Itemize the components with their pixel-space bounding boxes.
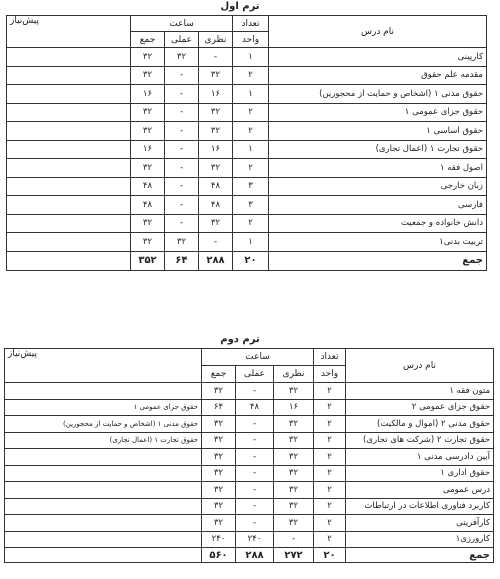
course-name-cell: حقوق مدنی ۱ (اشخاص و حمایت از محجورین) xyxy=(269,85,487,104)
practical-hours-cell: - xyxy=(165,85,199,104)
units-cell: ۲ xyxy=(314,465,346,482)
prereq-cell xyxy=(7,122,131,141)
theory-hours-cell: - xyxy=(199,48,233,67)
term2-table xyxy=(4,348,494,563)
practical-hours-cell: - xyxy=(236,515,274,532)
total-hours-cell: ۳۲ xyxy=(131,122,165,141)
theory-hours-cell: - xyxy=(274,531,314,548)
prereq-cell xyxy=(7,196,131,215)
total-hours-cell: ۳۲ xyxy=(202,515,236,532)
course-name-cell: زبان خارجی xyxy=(269,177,487,196)
total-hours-cell: ۳۲ xyxy=(202,498,236,515)
course-row xyxy=(5,515,494,532)
totals-prereq-empty xyxy=(5,548,202,563)
header-hours: ساعت xyxy=(202,349,314,366)
totals-theory: ۲۸۸ xyxy=(199,251,233,270)
theory-hours-cell: ۳۲ xyxy=(199,122,233,141)
practical-hours-cell: - xyxy=(165,122,199,141)
course-name-cell: آیین دادرسی مدنی ۱ xyxy=(346,449,494,466)
header-theory: نظری xyxy=(274,366,314,383)
practical-hours-cell: - xyxy=(236,416,274,433)
units-cell: ۲ xyxy=(233,66,269,85)
practical-hours-cell: - xyxy=(165,214,199,233)
header-total: جمع xyxy=(131,32,165,48)
practical-hours-cell: - xyxy=(165,196,199,215)
course-name-cell: حقوق تجارت ۲ (شرکت های تجاری) xyxy=(346,432,494,449)
course-row xyxy=(7,103,487,122)
course-name-cell: متون فقه ۱ xyxy=(346,383,494,400)
course-row xyxy=(7,159,487,178)
total-hours-cell: ۳۲ xyxy=(202,432,236,449)
practical-hours-cell: - xyxy=(165,177,199,196)
total-hours-cell: ۳۲ xyxy=(202,416,236,433)
units-cell: ۱ xyxy=(233,48,269,67)
prereq-cell xyxy=(7,66,131,85)
prereq-cell xyxy=(5,498,202,515)
header-total: جمع xyxy=(202,366,236,383)
course-row xyxy=(7,48,487,67)
practical-hours-cell: - xyxy=(165,159,199,178)
course-row xyxy=(7,233,487,252)
course-name-cell: حقوق اساسی ۱ xyxy=(269,122,487,141)
totals-practical: ۲۸۸ xyxy=(236,548,274,563)
total-hours-cell: ۶۴ xyxy=(202,399,236,416)
course-name-cell: تربیت بدنی۱ xyxy=(269,233,487,252)
theory-hours-cell: ۳۲ xyxy=(199,103,233,122)
course-row xyxy=(5,399,494,416)
units-cell: ۲ xyxy=(314,531,346,548)
totals-row xyxy=(5,548,494,563)
totals-total: ۵۶۰ xyxy=(202,548,236,563)
theory-hours-cell: ۳۲ xyxy=(274,465,314,482)
course-row xyxy=(7,196,487,215)
course-row xyxy=(5,498,494,515)
totals-units: ۲۰ xyxy=(314,548,346,563)
header-course-name: نام درس xyxy=(269,16,487,48)
units-cell: ۱ xyxy=(233,140,269,159)
totals-total: ۳۵۲ xyxy=(131,251,165,270)
units-cell: ۲ xyxy=(314,416,346,433)
practical-hours-cell: - xyxy=(165,66,199,85)
units-cell: ۲ xyxy=(314,399,346,416)
total-hours-cell: ۳۲ xyxy=(202,465,236,482)
header-hours: ساعت xyxy=(131,16,233,32)
total-hours-cell: ۳۲ xyxy=(202,482,236,499)
course-row xyxy=(7,85,487,104)
practical-hours-cell: ۴۸ xyxy=(236,399,274,416)
total-hours-cell: ۴۸ xyxy=(131,196,165,215)
course-name-cell: مقدمه علم حقوق xyxy=(269,66,487,85)
total-hours-cell: ۱۶ xyxy=(131,85,165,104)
theory-hours-cell: ۳۲ xyxy=(199,214,233,233)
prereq-cell xyxy=(7,103,131,122)
prereq-cell xyxy=(5,482,202,499)
term1-title: ترم اول xyxy=(220,1,260,12)
term1-table xyxy=(6,15,487,271)
theory-hours-cell: ۴۸ xyxy=(199,196,233,215)
prereq-cell xyxy=(5,449,202,466)
prereq-cell xyxy=(7,85,131,104)
prereq-cell xyxy=(5,531,202,548)
theory-hours-cell: ۳۲ xyxy=(274,449,314,466)
totals-label: جمع xyxy=(269,251,487,270)
units-cell: ۲ xyxy=(233,122,269,141)
total-hours-cell: ۳۲ xyxy=(131,214,165,233)
course-name-cell: حقوق جزای عمومی ۲ xyxy=(346,399,494,416)
units-cell: ۲ xyxy=(233,103,269,122)
prereq-cell xyxy=(7,140,131,159)
totals-practical: ۶۴ xyxy=(165,251,199,270)
theory-hours-cell: ۳۲ xyxy=(199,159,233,178)
practical-hours-cell: - xyxy=(165,103,199,122)
units-cell: ۲ xyxy=(314,449,346,466)
units-cell: ۲ xyxy=(314,498,346,515)
practical-hours-cell: - xyxy=(236,498,274,515)
prereq-cell xyxy=(5,465,202,482)
course-name-cell: اصول فقه ۱ xyxy=(269,159,487,178)
prereq-cell: حقوق مدنی ۱ (اشخاص و حمایت از محجورین) xyxy=(5,416,202,433)
term2-title: ترم دوم xyxy=(220,334,260,345)
theory-hours-cell: ۳۲ xyxy=(274,482,314,499)
total-hours-cell: ۳۲ xyxy=(131,159,165,178)
course-row xyxy=(7,214,487,233)
units-cell: ۳ xyxy=(233,196,269,215)
prereq-cell: حقوق تجارت ۱ (اعمال تجاری) xyxy=(5,432,202,449)
course-name-cell: حقوق اداری ۱ xyxy=(346,465,494,482)
units-cell: ۲ xyxy=(314,383,346,400)
total-hours-cell: ۳۲ xyxy=(131,66,165,85)
course-row xyxy=(5,432,494,449)
units-cell: ۳ xyxy=(233,177,269,196)
theory-hours-cell: ۴۸ xyxy=(199,177,233,196)
course-name-cell: حقوق جزای عمومی ۱ xyxy=(269,103,487,122)
course-row xyxy=(7,140,487,159)
course-name-cell: کاربرد فناوری اطلاعات در ارتباطات xyxy=(346,498,494,515)
units-cell: ۲ xyxy=(314,482,346,499)
units-cell: ۲ xyxy=(314,515,346,532)
total-hours-cell: ۱۶ xyxy=(131,140,165,159)
prereq-cell xyxy=(7,159,131,178)
practical-hours-cell: ۲۴۰ xyxy=(236,531,274,548)
theory-hours-cell: ۱۶ xyxy=(199,85,233,104)
header-practical: عملی xyxy=(236,366,274,383)
header-units: تعداد xyxy=(314,349,346,366)
units-cell: ۱ xyxy=(233,233,269,252)
practical-hours-cell: - xyxy=(236,482,274,499)
theory-hours-cell: ۳۲ xyxy=(274,383,314,400)
units-cell: ۱ xyxy=(233,85,269,104)
total-hours-cell: ۳۲ xyxy=(131,233,165,252)
course-name-cell: درس عمومی xyxy=(346,482,494,499)
total-hours-cell: ۳۲ xyxy=(202,449,236,466)
totals-label: جمع xyxy=(346,548,494,563)
theory-hours-cell: ۳۲ xyxy=(274,498,314,515)
course-name-cell: حقوق مدنی ۲ (اموال و مالکیت) xyxy=(346,416,494,433)
course-row xyxy=(5,482,494,499)
course-row xyxy=(5,531,494,548)
theory-hours-cell: - xyxy=(199,233,233,252)
theory-hours-cell: ۱۶ xyxy=(274,399,314,416)
units-cell: ۲ xyxy=(233,214,269,233)
header-units-sub: واحد xyxy=(314,366,346,383)
totals-row xyxy=(7,251,487,270)
prereq-cell xyxy=(7,214,131,233)
course-name-cell: کارورزی۱ xyxy=(346,531,494,548)
units-cell: ۲ xyxy=(233,159,269,178)
total-hours-cell: ۳۲ xyxy=(202,383,236,400)
header-units-sub: واحد xyxy=(233,32,269,48)
practical-hours-cell: - xyxy=(236,383,274,400)
practical-hours-cell: - xyxy=(236,449,274,466)
prereq-cell xyxy=(5,515,202,532)
header-practical: عملی xyxy=(165,32,199,48)
theory-hours-cell: ۳۲ xyxy=(199,66,233,85)
prereq-cell xyxy=(7,233,131,252)
practical-hours-cell: ۳۲ xyxy=(165,233,199,252)
header-course-name: نام درس xyxy=(346,349,494,383)
theory-hours-cell: ۳۲ xyxy=(274,515,314,532)
header-theory: نظری xyxy=(199,32,233,48)
practical-hours-cell: - xyxy=(236,432,274,449)
total-hours-cell: ۴۸ xyxy=(131,177,165,196)
total-hours-cell: ۳۲ xyxy=(131,48,165,67)
course-row xyxy=(7,122,487,141)
course-name-cell: کارآفرینی xyxy=(346,515,494,532)
course-row xyxy=(5,465,494,482)
totals-theory: ۲۷۲ xyxy=(274,548,314,563)
course-row xyxy=(5,416,494,433)
total-hours-cell: ۲۴۰ xyxy=(202,531,236,548)
course-row xyxy=(5,449,494,466)
header-units: تعداد xyxy=(233,16,269,32)
prereq-cell xyxy=(7,177,131,196)
theory-hours-cell: ۳۲ xyxy=(274,416,314,433)
prereq-cell: حقوق جزای عمومی ۱ xyxy=(5,399,202,416)
units-cell: ۲ xyxy=(314,432,346,449)
course-name-cell: دانش خانواده و جمعیت xyxy=(269,214,487,233)
course-name-cell: حقوق تجارت ۱ (اعمال تجاری) xyxy=(269,140,487,159)
prereq-cell xyxy=(7,48,131,67)
header-prereq: پیش‌نیاز xyxy=(7,16,131,48)
course-row xyxy=(7,66,487,85)
theory-hours-cell: ۱۶ xyxy=(199,140,233,159)
totals-prereq-empty xyxy=(7,251,131,270)
theory-hours-cell: ۳۲ xyxy=(274,432,314,449)
header-prereq: پیش‌نیاز xyxy=(5,349,202,383)
totals-units: ۲۰ xyxy=(233,251,269,270)
course-name-cell: فارسی xyxy=(269,196,487,215)
total-hours-cell: ۳۲ xyxy=(131,103,165,122)
practical-hours-cell: - xyxy=(236,465,274,482)
course-row xyxy=(7,177,487,196)
practical-hours-cell: - xyxy=(165,140,199,159)
practical-hours-cell: ۳۲ xyxy=(165,48,199,67)
course-name-cell: کارپینی xyxy=(269,48,487,67)
course-row xyxy=(5,383,494,400)
prereq-cell xyxy=(5,383,202,400)
